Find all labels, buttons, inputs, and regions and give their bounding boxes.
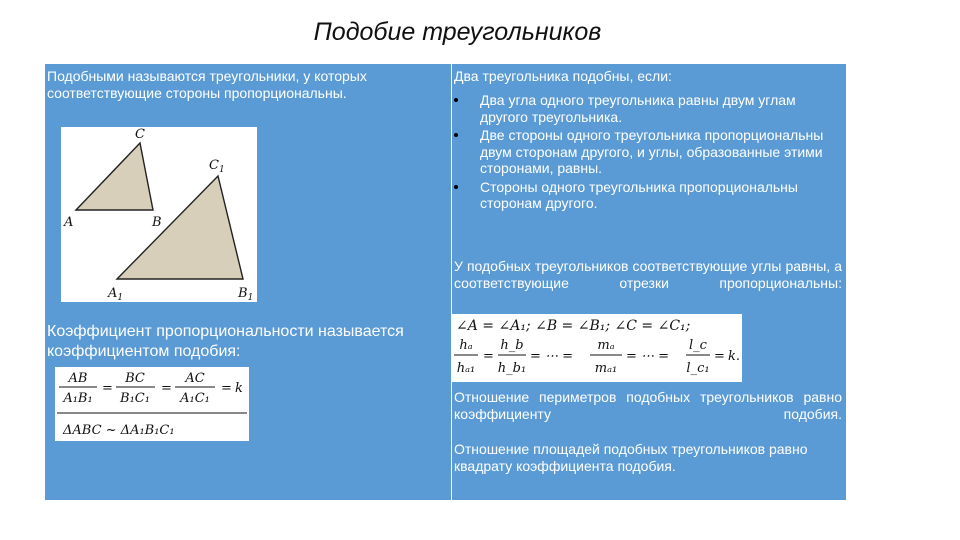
- ratio3-numerator: AC: [185, 371, 205, 386]
- l-c-numerator: l_c: [689, 338, 707, 353]
- slide-title: Подобие треугольников: [313, 18, 602, 46]
- vertex-label-a: A: [64, 215, 74, 230]
- vertex-label-b: B: [152, 215, 162, 230]
- equals-sign-2: =: [161, 381, 172, 396]
- definition-text: Подобными называются треугольники, у которых соответствующие стороны пропорциональны.: [47, 68, 367, 101]
- h-b1-denominator: h_b₁: [497, 361, 527, 376]
- ellipsis-1: = ⋯ =: [530, 349, 574, 364]
- ratio1-numerator: AB: [68, 371, 88, 386]
- h-a1-denominator: hₐ₁: [456, 361, 476, 376]
- equals-sign-l: =: [714, 349, 725, 364]
- vertex-label-c: C: [135, 127, 145, 142]
- ellipsis-2: = ⋯ =: [626, 349, 670, 364]
- h-b-numerator: h_b: [500, 338, 524, 353]
- ratio1-denominator: A₁B₁: [63, 391, 93, 406]
- list-item: Две стороны одного треугольника пропорциональны двум сторонам другого, и углы, образованные этими сторонами, равны.: [454, 127, 842, 177]
- conditions-heading: Два треугольника подобны, если:: [454, 68, 672, 84]
- bullet-icon: [454, 133, 458, 137]
- property-text: У подобных треугольников соответствующие углы равны, а соответствующие отрезки пропорциональны:: [454, 258, 842, 291]
- column-divider: [451, 64, 452, 500]
- coefficient-k-right: k.: [728, 349, 741, 364]
- coefficient-formula-box: [55, 367, 249, 441]
- coefficient-text: Коэффициент пропорциональности называется коэффициентом подобия:: [47, 323, 404, 360]
- vertex-label-b1: $B_1$: [238, 286, 254, 302]
- list-item: Стороны одного треугольника пропорциональны сторонам другого.: [454, 179, 842, 212]
- coefficient-k: k: [235, 381, 243, 396]
- equals-sign-1: =: [102, 381, 113, 396]
- triangles-figure: [61, 127, 257, 302]
- ratios-formula-box: [452, 314, 742, 382]
- equals-sign-h: =: [483, 349, 494, 364]
- ratio2-numerator: BC: [125, 371, 145, 386]
- equals-sign-3: =: [221, 381, 232, 396]
- bullet-icon: [454, 98, 458, 102]
- ratio2-denominator: B₁C₁: [120, 391, 150, 406]
- conditions-list: [454, 92, 842, 214]
- perimeter-text: Отношение периметров подобных треугольников равно коэффициенту подобия.: [454, 389, 842, 422]
- l-c1-denominator: l_c₁: [686, 361, 710, 376]
- area-text: Отношение площадей подобных треугольников равно квадрату коэффициента подобия.: [454, 441, 808, 474]
- triangles-diagram: [61, 127, 257, 302]
- similarity-statement: ΔABC ~ ΔA₁B₁C₁: [63, 423, 175, 438]
- h-a-numerator: hₐ: [459, 338, 473, 353]
- ratios-formula: [452, 314, 742, 382]
- m-a1-denominator: mₐ₁: [594, 361, 618, 376]
- vertex-label-a1: $A_1$: [108, 286, 124, 302]
- angles-equality: ∠A = ∠A₁; ∠B = ∠B₁; ∠C = ∠C₁;: [456, 318, 691, 334]
- bullet-icon: [454, 185, 458, 189]
- m-a-numerator: mₐ: [597, 338, 615, 353]
- triangle-abc: [76, 143, 153, 210]
- list-item: Два угла одного треугольника равны двум углам другого треугольника.: [454, 92, 842, 125]
- ratio3-denominator: A₁C₁: [180, 391, 210, 406]
- coefficient-formula: [55, 367, 249, 441]
- vertex-label-c1: $C_1$: [209, 158, 225, 175]
